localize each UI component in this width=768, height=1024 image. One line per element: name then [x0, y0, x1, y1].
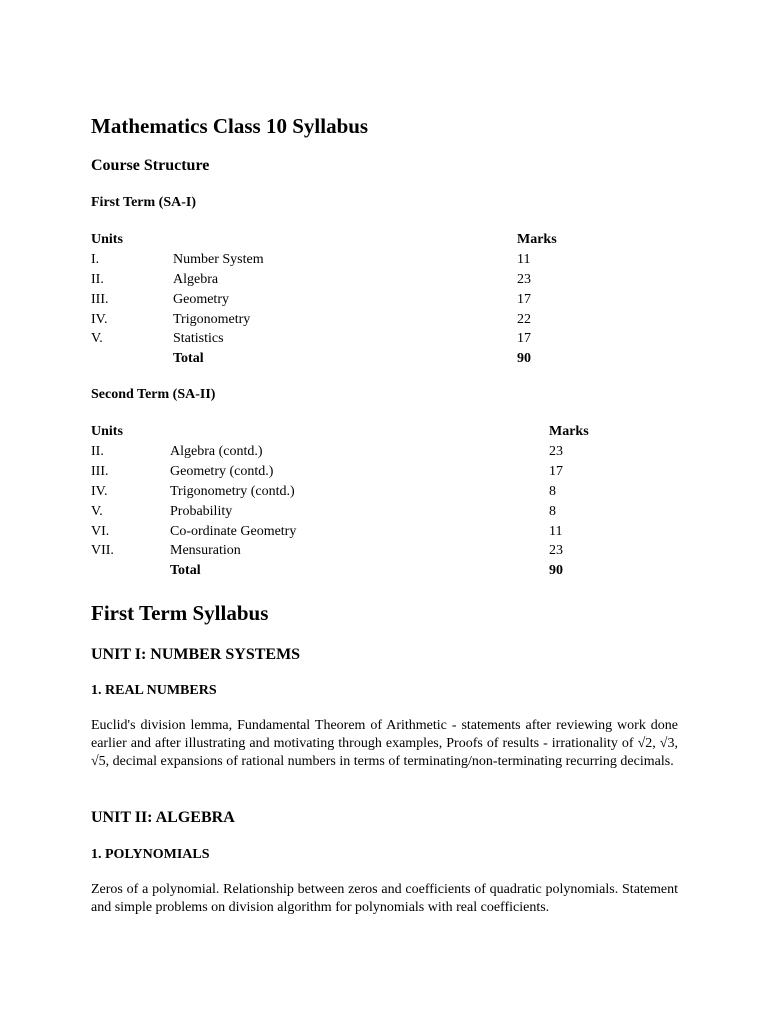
unit-marks: 23 [549, 444, 563, 459]
unit-name: Algebra [173, 272, 219, 287]
unit-number: VI. [91, 524, 110, 539]
unit-name: Algebra (contd.) [170, 444, 263, 459]
unit-marks: 8 [549, 504, 556, 519]
unit-number: IV. [91, 312, 108, 327]
unit-name: Geometry (contd.) [170, 464, 274, 479]
unit2-subheading: 1. POLYNOMIALS [91, 847, 210, 862]
unit-number: V. [91, 504, 103, 519]
unit-number: III. [91, 292, 109, 307]
total-marks: 90 [517, 351, 531, 366]
unit-marks: 17 [517, 331, 531, 346]
term2-units-header: Units [91, 424, 123, 439]
term1-heading: First Term (SA-I) [91, 195, 196, 210]
unit-number: II. [91, 272, 104, 287]
unit-name: Number System [173, 252, 264, 267]
term1-marks-header: Marks [517, 232, 557, 247]
course-structure-heading: Course Structure [91, 157, 210, 174]
page-title: Mathematics Class 10 Syllabus [91, 114, 369, 138]
term1-units-header: Units [91, 232, 123, 247]
term2-heading: Second Term (SA-II) [91, 387, 216, 402]
unit-name: Geometry [173, 292, 229, 307]
unit-marks: 22 [517, 312, 531, 327]
unit-number: I. [91, 252, 100, 267]
unit-marks: 11 [549, 524, 563, 539]
term2-marks-header: Marks [549, 424, 589, 439]
unit-number: II. [91, 444, 104, 459]
unit2-heading: UNIT II: ALGEBRA [91, 809, 235, 826]
unit-name: Trigonometry (contd.) [170, 484, 295, 499]
unit1-subheading: 1. REAL NUMBERS [91, 683, 217, 698]
unit1-paragraph: Euclid's division lemma, Fundamental Theorem of Arithmetic - statements after reviewing work done earlier and after illustrating and motivating through examples, Proofs of results - irrationality of √2, √3, √5, decimal expansions of rational numbers in terms of terminating/non-terminating recurring decimals. [91, 718, 678, 769]
unit-name: Trigonometry [173, 312, 251, 327]
unit-marks: 17 [517, 292, 531, 307]
unit-number: VII. [91, 543, 114, 558]
unit-name: Probability [170, 504, 233, 519]
unit-name: Co-ordinate Geometry [170, 524, 297, 539]
unit-marks: 23 [517, 272, 531, 287]
unit1-heading: UNIT I: NUMBER SYSTEMS [91, 646, 301, 663]
total-label: Total [170, 563, 201, 578]
unit-marks: 8 [549, 484, 556, 499]
unit-number: IV. [91, 484, 108, 499]
total-marks: 90 [549, 563, 563, 578]
unit-marks: 17 [549, 464, 563, 479]
unit-marks: 23 [549, 543, 563, 558]
syllabus-heading: First Term Syllabus [91, 601, 269, 625]
unit-number: III. [91, 464, 109, 479]
unit2-paragraph: Zeros of a polynomial. Relationship between zeros and coefficients of quadratic polynomials. Statement and simple problems on division algorithm for polynomials with real coefficients. [91, 882, 678, 915]
unit-name: Statistics [173, 331, 224, 346]
unit-marks: 11 [517, 252, 531, 267]
unit-name: Mensuration [170, 543, 241, 558]
unit-number: V. [91, 331, 103, 346]
total-label: Total [173, 351, 204, 366]
